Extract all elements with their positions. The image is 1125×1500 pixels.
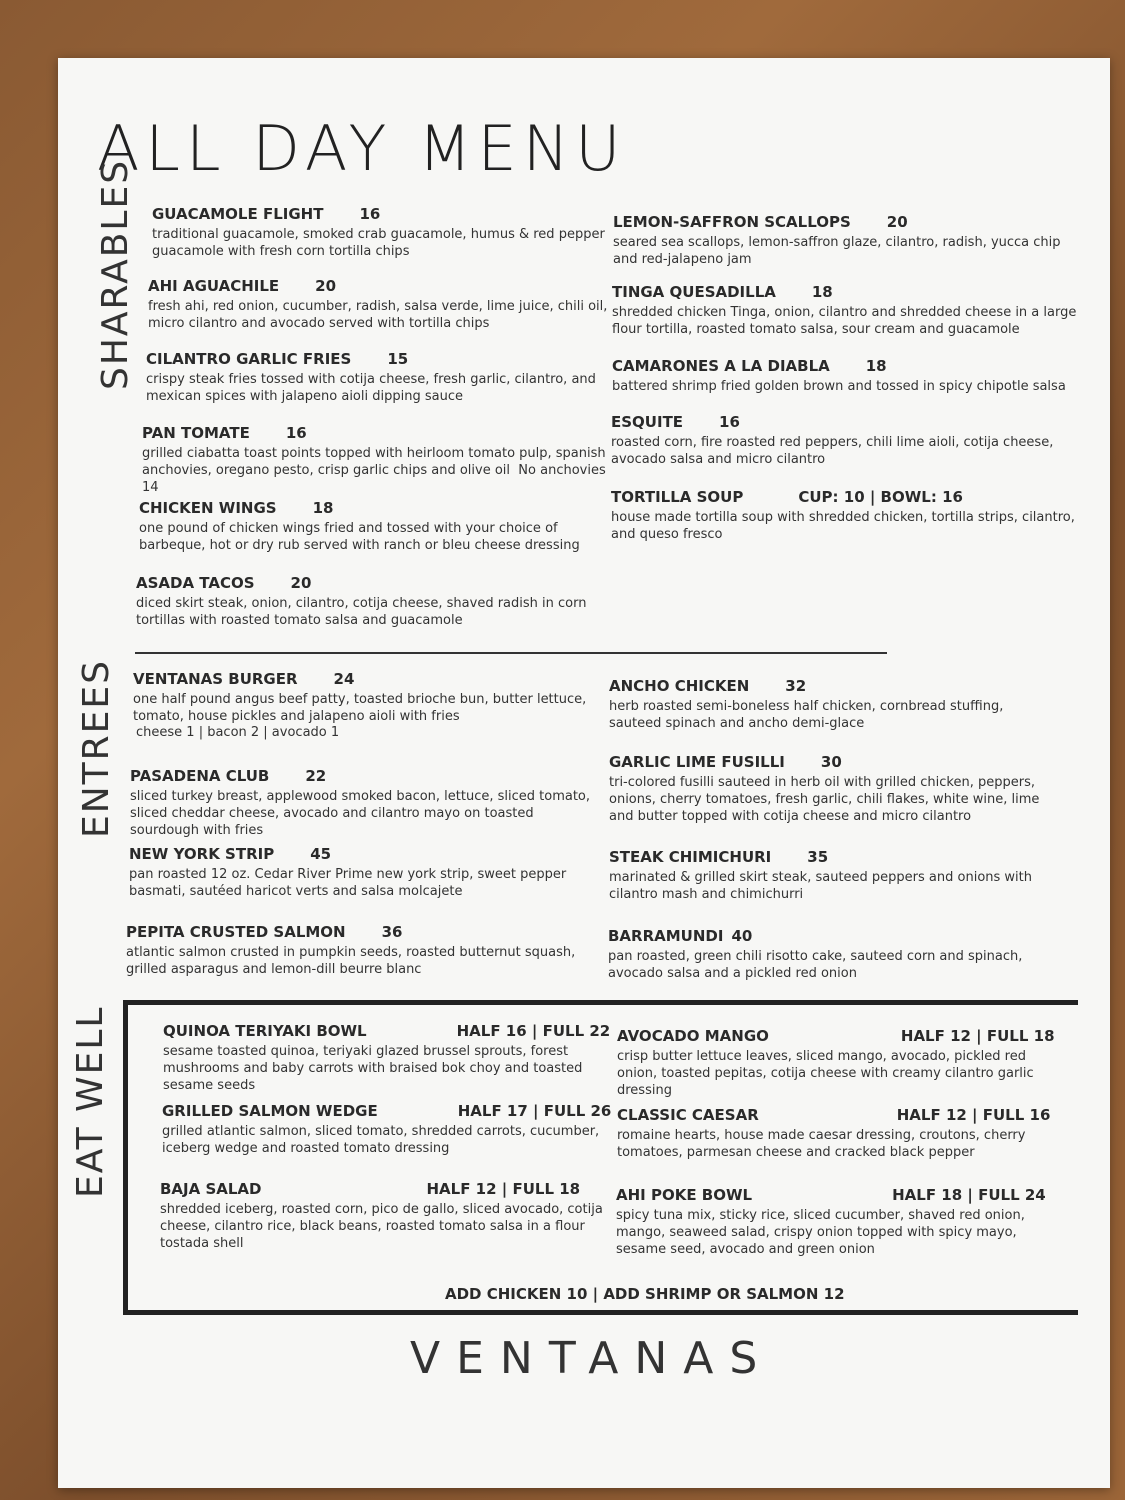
item-price: HALF 12 | FULL 18 (900, 1027, 1055, 1045)
item-name: AHI AGUACHILE (148, 277, 280, 295)
item-description: fresh ahi, red onion, cucumber, radish, salsa verde, lime juice, chili oil, micro cilantro and avocado served with tortilla chips (148, 299, 608, 331)
item-price: HALF 12 | FULL 18 (426, 1180, 581, 1198)
item-price: 16 (285, 424, 307, 442)
item-name: QUINOA TERIYAKI BOWL (163, 1022, 367, 1040)
section-label-eat-well: EAT WELL (70, 1005, 111, 1198)
item-description: sesame toasted quinoa, teriyaki glazed brussel sprouts, forest mushrooms and baby carrots with braised bok choy and toasted sesame seeds (163, 1044, 583, 1093)
item-price: HALF 18 | FULL 24 (892, 1186, 1046, 1204)
item-description: romaine hearts, house made caesar dressing, croutons, cherry tomatoes, parmesan cheese and cracked black pepper (617, 1128, 1026, 1160)
item-price: 35 (807, 848, 829, 866)
item-name: LEMON-SAFFRON SCALLOPS (613, 213, 851, 231)
brand-name: VENTANAS (410, 1333, 774, 1384)
item-description: pan roasted 12 oz. Cedar River Prime new york strip, sweet pepper basmati, sautéed haricot verts and salsa molcajete (129, 867, 567, 899)
item-description: shredded iceberg, roasted corn, pico de gallo, sliced avocado, cotija cheese, cilantro rice, black beans, roasted tomato salsa in a flour tostada shell (160, 1202, 603, 1251)
item-price: 20 (315, 277, 337, 295)
item-name: PAN TOMATE (142, 424, 250, 442)
section-divider (135, 652, 887, 654)
menu-item (130, 767, 600, 839)
item-name: BAJA SALAD (160, 1180, 262, 1198)
menu-item (148, 277, 618, 332)
item-extra: cheese 1 | bacon 2 | avocado 1 (136, 725, 340, 740)
menu-item (612, 283, 1082, 338)
item-name: STEAK CHIMICHURI (609, 848, 772, 866)
item-name: CLASSIC CAESAR (617, 1106, 759, 1124)
menu-item (142, 424, 612, 496)
item-description: one pound of chicken wings fried and tossed with your choice of barbeque, hot or dry rub served with ranch or bleu cheese dressing (139, 521, 580, 553)
item-name: TORTILLA SOUP (611, 488, 744, 506)
item-name: GRILLED SALMON WEDGE (162, 1102, 378, 1120)
item-price: 45 (310, 845, 332, 863)
item-description: grilled ciabatta toast points topped with heirloom tomato pulp, spanish anchovies, oregano pesto, crisp garlic chips and olive oil No anchovies 14 (142, 446, 606, 495)
menu-item (126, 923, 596, 978)
menu-item (152, 205, 622, 260)
item-name: PEPITA CRUSTED SALMON (126, 923, 346, 941)
menu-item (139, 499, 609, 554)
item-price: 20 (290, 574, 312, 592)
item-description: grilled atlantic salmon, sliced tomato, shredded carrots, cucumber, iceberg wedge and roasted tomato dressing (162, 1124, 600, 1156)
menu-item (608, 927, 1058, 982)
menu-title: ALL DAY MENU (97, 112, 627, 185)
menu-item (160, 1180, 605, 1252)
menu-item (617, 1106, 1067, 1161)
item-price: 18 (811, 283, 833, 301)
item-price: CUP: 10 | BOWL: 16 (798, 488, 963, 506)
item-description: house made tortilla soup with shredded chicken, tortilla strips, cilantro, and queso fresco (611, 510, 1075, 542)
menu-item (611, 413, 1081, 468)
item-price: 18 (865, 357, 887, 375)
addon-note: ADD CHICKEN 10 | ADD SHRIMP OR SALMON 12 (445, 1285, 845, 1303)
item-name: NEW YORK STRIP (129, 845, 275, 863)
item-name: GARLIC LIME FUSILLI (609, 753, 785, 771)
menu-item (129, 845, 599, 900)
item-extra: No anchovies 14 (142, 463, 606, 495)
section-label-entrees: ENTREES (76, 658, 117, 838)
item-name: PASADENA CLUB (130, 767, 270, 785)
item-description: marinated & grilled skirt steak, sauteed peppers and onions with cilantro mash and chimichurri (609, 870, 1033, 902)
item-description: roasted corn, fire roasted red peppers, chili lime aioli, cotija cheese, avocado salsa and micro cilantro (611, 435, 1054, 467)
item-description: seared sea scallops, lemon-saffron glaze, cilantro, radish, yucca chip and red-jalapeno jam (613, 235, 1061, 267)
item-description: traditional guacamole, smoked crab guacamole, humus & red pepper guacamole with fresh corn tortilla chips (152, 227, 605, 259)
menu-item (613, 213, 1083, 268)
menu-item (611, 488, 1081, 543)
item-description: diced skirt steak, onion, cilantro, cotija cheese, shaved radish in corn tortillas with roasted tomato salsa and guacamole (136, 596, 587, 628)
item-description: one half pound angus beef patty, toasted brioche bun, butter lettuce, tomato, house pickles and jalapeno aioli with fries (133, 692, 587, 724)
item-description: spicy tuna mix, sticky rice, sliced cucumber, shaved red onion, mango, seaweed salad, crispy onion topped with spicy mayo, sesame seed, avocado and green onion (616, 1208, 1025, 1257)
item-description: crisp butter lettuce leaves, sliced mango, avocado, pickled red onion, toasted pepitas, cotija cheese with creamy cilantro garlic dressing (617, 1049, 1034, 1098)
item-price: 20 (886, 213, 908, 231)
item-description: herb roasted semi-boneless half chicken, cornbread stuffing, sauteed spinach and ancho demi-glace (609, 699, 1004, 731)
item-name: ANCHO CHICKEN (609, 677, 750, 695)
item-price: HALF 12 | FULL 16 (896, 1106, 1051, 1124)
item-description: sliced turkey breast, applewood smoked bacon, lettuce, sliced tomato, sliced cheddar cheese, avocado and cilantro mayo on toasted sourdough with fries (130, 789, 591, 838)
item-name: GUACAMOLE FLIGHT (152, 205, 324, 223)
item-description: atlantic salmon crusted in pumpkin seeds, roasted butternut squash, grilled asparagus and lemon-dill beurre blanc (126, 945, 576, 977)
item-price: HALF 16 | FULL 22 (456, 1022, 611, 1040)
item-price: 16 (359, 205, 381, 223)
menu-item (617, 1027, 1067, 1099)
item-name: ESQUITE (611, 413, 684, 431)
menu-item (162, 1102, 612, 1157)
menu-item (146, 350, 616, 405)
item-name: CAMARONES A LA DIABLA (612, 357, 830, 375)
item-price: 40 (731, 927, 753, 945)
item-name: CILANTRO GARLIC FRIES (146, 350, 352, 368)
item-description: pan roasted, green chili risotto cake, sauteed corn and spinach, avocado salsa and a pickled red onion (608, 949, 1023, 981)
item-price: 24 (333, 670, 355, 688)
item-name: TINGA QUESADILLA (612, 283, 776, 301)
item-price: 36 (381, 923, 403, 941)
item-price: HALF 17 | FULL 26 (457, 1102, 612, 1120)
item-name: AVOCADO MANGO (617, 1027, 769, 1045)
item-description: tri-colored fusilli sauteed in herb oil with grilled chicken, peppers, onions, cherry tomatoes, fresh garlic, chili flakes, white wine, lime and butter topped with cotija cheese and micro cilantro (609, 775, 1040, 824)
menu-item (616, 1186, 1068, 1258)
item-name: ASADA TACOS (136, 574, 255, 592)
item-name: AHI POKE BOWL (616, 1186, 753, 1204)
item-description: crispy steak fries tossed with cotija cheese, fresh garlic, cilantro, and mexican spices with jalapeno aioli dipping sauce (146, 372, 596, 404)
item-price: 15 (387, 350, 409, 368)
section-label-sharables: SHARABLES (95, 158, 136, 390)
item-description: shredded chicken Tinga, onion, cilantro and shredded cheese in a large flour tortilla, roasted tomato salsa, sour cream and guacamole (612, 305, 1077, 337)
item-name: VENTANAS BURGER (133, 670, 298, 688)
menu-item (609, 753, 1059, 825)
item-price: 30 (820, 753, 842, 771)
item-price: 18 (312, 499, 334, 517)
item-price: 16 (719, 413, 740, 431)
item-name: BARRAMUNDI (608, 927, 724, 945)
item-price: 32 (785, 677, 807, 695)
item-price: 22 (305, 767, 327, 785)
item-description: battered shrimp fried golden brown and tossed in spicy chipotle salsa (612, 379, 1066, 394)
menu-item (136, 574, 606, 629)
menu-item (609, 677, 1059, 732)
menu-item (612, 357, 1082, 395)
menu-item (163, 1022, 611, 1094)
item-name: CHICKEN WINGS (139, 499, 277, 517)
menu-item (609, 848, 1059, 903)
menu-item (133, 670, 603, 740)
